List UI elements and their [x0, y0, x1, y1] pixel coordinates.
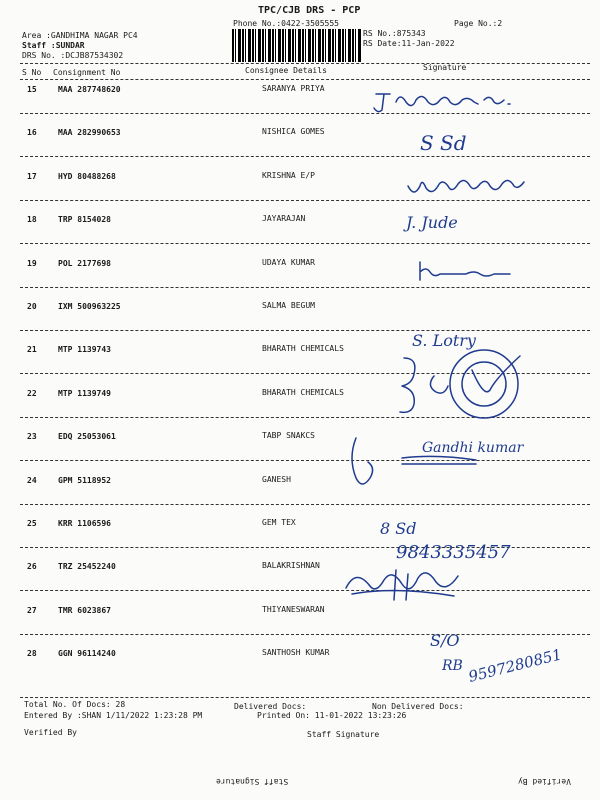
page-number: Page No.:2	[454, 19, 503, 28]
row-sno: 20	[27, 302, 37, 311]
svg-text:8 Sd: 8 Sd	[380, 519, 417, 538]
signature-18	[400, 204, 520, 240]
row-consignee-name: SALMA BEGUM	[262, 301, 315, 310]
delivered-docs: Delivered Docs:	[234, 702, 307, 711]
company-stamp	[424, 346, 544, 422]
area-label: Area :GANDHIMA NAGAR PC4	[22, 31, 138, 40]
signature-23	[326, 428, 556, 498]
row-consignee-name: TABP SNAKCS	[262, 431, 315, 440]
row-sno: 19	[27, 259, 37, 268]
signature-15	[368, 80, 568, 120]
drs-number: DRS No. :DCJB87534302	[22, 51, 124, 60]
svg-text:Gandhi kumar: Gandhi kumar	[422, 440, 524, 456]
row-consignee-name: THIYANESWARAN	[262, 605, 325, 614]
row-consignment-no: MAA 282990653	[58, 128, 121, 137]
signature-28	[440, 636, 590, 696]
row-sno: 16	[27, 128, 37, 137]
row-consignment-no: TRP 8154028	[58, 215, 111, 224]
row-consignment-no: GGN 96114240	[58, 649, 116, 658]
row-consignment-no: IXM 500963225	[58, 302, 121, 311]
header-divider	[20, 63, 590, 64]
row-sno: 24	[27, 476, 37, 485]
row-consignee-name: UDAYA KUMAR	[262, 258, 315, 267]
row-divider	[20, 287, 590, 288]
svg-text:S/O: S/O	[430, 631, 460, 650]
svg-text:RB: RB	[442, 658, 463, 674]
barcode	[232, 29, 362, 62]
signature-26	[336, 560, 476, 606]
printed-on: Printed On: 11-01-2022 13:23:26	[257, 711, 407, 720]
row-consignment-no: GPM 5118952	[58, 476, 111, 485]
row-consignment-no: MTP 1139743	[58, 345, 111, 354]
non-delivered-docs: Non Delivered Docs:	[372, 702, 464, 711]
rs-date: RS Date:11-Jan-2022	[363, 39, 455, 48]
row-consignment-no: TRZ 25452240	[58, 562, 116, 571]
row-sno: 17	[27, 172, 37, 181]
row-consignment-no: MTP 1139749	[58, 389, 111, 398]
row-sno: 21	[27, 345, 37, 354]
footer-divider	[20, 697, 590, 698]
row-divider	[20, 634, 590, 635]
entered-by: Entered By :SHAN 1/11/2022 1:23:28 PM	[24, 711, 203, 720]
row-divider	[20, 590, 590, 591]
row-consignee-name: JAYARAJAN	[262, 214, 306, 223]
row-sno: 23	[27, 432, 37, 441]
row-sno: 18	[27, 215, 37, 224]
svg-text:9597280851: 9597280851	[466, 645, 564, 686]
verified-by-label: Verified By	[24, 728, 77, 737]
row-consignee-name: BHARATH CHEMICALS	[262, 388, 344, 397]
row-consignee-name: SARANYA PRIYA	[262, 84, 325, 93]
row-consignee-name: BALAKRISHNAN	[262, 561, 320, 570]
row-consignee-name: BHARATH CHEMICALS	[262, 344, 344, 353]
row-consignee-name: SANTHOSH KUMAR	[262, 648, 330, 657]
row-sno: 27	[27, 606, 37, 615]
bleedthrough-verified-by: Verified By	[518, 777, 571, 786]
signature-19	[410, 256, 530, 286]
col-consignee: Consignee Details	[245, 66, 327, 75]
svg-text:S. Lotry: S. Lotry	[412, 331, 476, 350]
col-consignment: Consignment No	[53, 68, 121, 77]
row-sno: 15	[27, 85, 37, 94]
col-signature: Signature	[423, 63, 467, 72]
row-consignment-no: TMR 6023867	[58, 606, 111, 615]
row-consignee-name: GEM TEX	[262, 518, 296, 527]
signature-25	[376, 514, 566, 564]
row-consignment-no: POL 2177698	[58, 259, 111, 268]
row-consignee-name: NISHICA GOMES	[262, 127, 325, 136]
col-sno: S No	[22, 68, 42, 77]
row-sno: 26	[27, 562, 37, 571]
row-sno: 22	[27, 389, 37, 398]
staff-label: Staff :SUNDAR	[22, 41, 85, 50]
row-sno: 25	[27, 519, 37, 528]
row-consignee-name: KRISHNA E/P	[262, 171, 315, 180]
row-consignment-no: KRR 1106596	[58, 519, 111, 528]
svg-text:S Sd: S Sd	[420, 131, 467, 155]
document-title: TPC/CJB DRS - PCP	[258, 5, 361, 16]
staff-signature-label: Staff Signature	[307, 730, 380, 739]
signature-17	[404, 164, 534, 204]
row-sno: 28	[27, 649, 37, 658]
row-divider	[20, 243, 590, 244]
row-consignment-no: HYD 80488268	[58, 172, 116, 181]
svg-text:9843335457: 9843335457	[396, 542, 511, 563]
rs-number: RS No.:875343	[363, 29, 426, 38]
row-consignment-no: EDQ 25053061	[58, 432, 116, 441]
phone-number: Phone No.:0422-3505555	[233, 19, 339, 28]
signature-16	[416, 120, 516, 160]
bleedthrough-staff-signature: Staff Signature	[216, 777, 289, 786]
svg-text:J. Jude: J. Jude	[406, 213, 458, 232]
row-consignment-no: MAA 287748620	[58, 85, 121, 94]
row-divider	[20, 504, 590, 505]
row-consignee-name: GANESH	[262, 475, 291, 484]
total-docs: Total No. Of Docs: 28	[24, 700, 126, 709]
row-divider	[20, 330, 590, 331]
